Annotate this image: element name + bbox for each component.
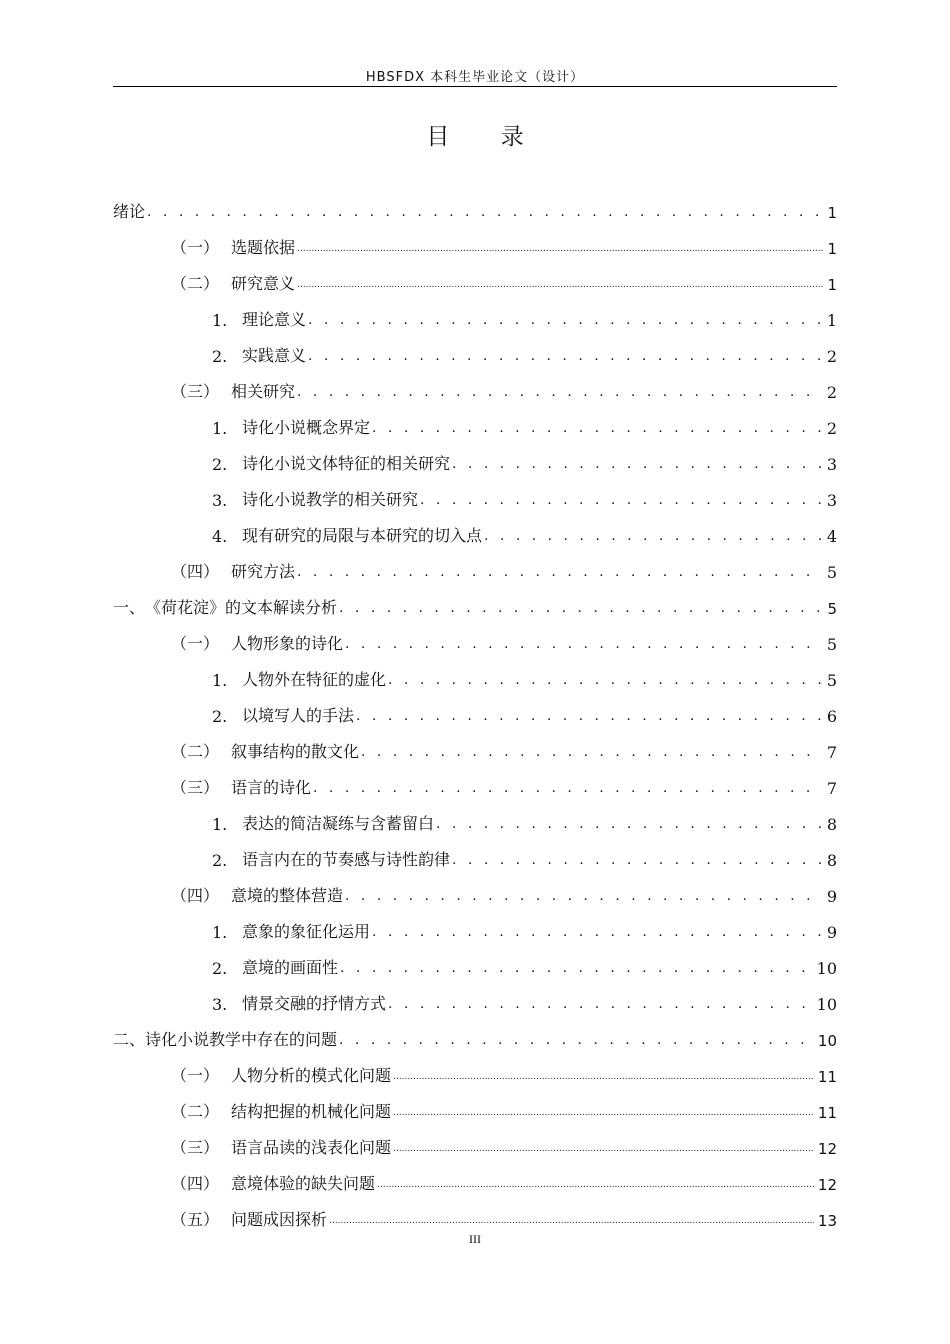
- dot-leader: [361, 745, 823, 762]
- toc-entry[interactable]: [113, 438, 837, 474]
- toc-entry-page: 10: [817, 1032, 837, 1050]
- table-of-contents: [113, 186, 837, 1230]
- toc-entry[interactable]: [113, 1158, 837, 1194]
- dot-leader: [388, 997, 813, 1014]
- dot-leader: [297, 245, 823, 258]
- toc-entry-page: 1: [827, 276, 837, 294]
- toc-entry-marker: （四）: [171, 1174, 220, 1193]
- toc-entry[interactable]: [113, 1014, 837, 1050]
- toc-entry-title: 结构把握的机械化问题: [231, 1102, 392, 1121]
- toc-entry-marker: （二）: [171, 742, 220, 761]
- toc-entry-page: 2: [826, 383, 837, 402]
- toc-entry-page: 10: [816, 959, 837, 978]
- toc-entry-title: 问题成因探析: [231, 1210, 328, 1229]
- toc-entry[interactable]: [113, 654, 837, 690]
- toc-entry-title: 表达的简洁凝练与含蓄留白: [242, 814, 435, 833]
- toc-entry-marker: 2.: [212, 707, 228, 726]
- dot-leader: [308, 313, 823, 330]
- toc-entry-title: 人物外在特征的虚化: [242, 670, 387, 689]
- toc-entry[interactable]: [113, 510, 837, 546]
- toc-entry-page: 1: [826, 311, 837, 330]
- dot-leader: [308, 349, 823, 366]
- toc-entry[interactable]: [113, 330, 837, 366]
- toc-entry-marker: （一）: [171, 238, 220, 257]
- toc-entry-marker: 3.: [212, 491, 228, 510]
- toc-entry-page: 1: [827, 240, 837, 258]
- toc-entry-title: 诗化小说教学的相关研究: [242, 490, 419, 509]
- toc-entry-page: 7: [826, 779, 837, 798]
- toc-entry-page: 13: [817, 1212, 837, 1230]
- toc-entry-title: 理论意义: [242, 310, 307, 329]
- dot-leader: [372, 421, 823, 438]
- toc-entry[interactable]: [113, 834, 837, 870]
- toc-entry-marker: 一、: [113, 598, 146, 617]
- toc-entry-marker: 2.: [212, 959, 228, 978]
- toc-entry-page: 5: [826, 563, 837, 582]
- toc-entry-marker: （二）: [171, 274, 220, 293]
- toc-entry-page: 9: [826, 923, 837, 942]
- toc-entry[interactable]: [113, 726, 837, 762]
- toc-entry[interactable]: [113, 762, 837, 798]
- toc-entry[interactable]: [113, 1050, 837, 1086]
- toc-entry[interactable]: [113, 258, 837, 294]
- toc-entry[interactable]: [113, 1194, 837, 1230]
- dot-leader: [420, 493, 823, 510]
- toc-entry-title: 意境体验的缺失问题: [231, 1174, 376, 1193]
- dot-leader: [329, 1217, 814, 1230]
- toc-entry-marker: 二、: [113, 1030, 146, 1049]
- dot-leader: [436, 817, 823, 834]
- toc-entry-marker: （四）: [171, 886, 220, 905]
- toc-entry-page: 2: [826, 419, 837, 438]
- dot-leader: [452, 457, 823, 474]
- toc-entry-title: 意象的象征化运用: [242, 922, 371, 941]
- dot-leader: [345, 637, 823, 654]
- dot-leader: [393, 1109, 814, 1122]
- toc-entry[interactable]: [113, 366, 837, 402]
- toc-entry-title: 研究意义: [231, 274, 296, 293]
- toc-entry-title: 叙事结构的散文化: [231, 742, 360, 761]
- dot-leader: [340, 961, 813, 978]
- dot-leader: [147, 205, 823, 222]
- toc-entry-marker: （三）: [171, 1138, 220, 1157]
- toc-entry-title: 语言内在的节奏感与诗性韵律: [242, 850, 451, 869]
- toc-entry-page: 12: [817, 1176, 837, 1194]
- dot-leader: [297, 565, 823, 582]
- header-rule: [113, 86, 837, 87]
- toc-entry-page: 6: [826, 707, 837, 726]
- toc-entry-title: 选题依据: [231, 238, 296, 257]
- toc-entry[interactable]: [113, 1086, 837, 1122]
- toc-entry[interactable]: [113, 294, 837, 330]
- running-header: HBSFDX 本科生毕业论文（设计）: [365, 70, 585, 85]
- dot-leader: [484, 529, 823, 546]
- toc-entry[interactable]: [113, 690, 837, 726]
- toc-entry[interactable]: [113, 222, 837, 258]
- toc-entry-marker: 4.: [212, 527, 228, 546]
- toc-entry-page: 5: [827, 600, 837, 618]
- toc-entry-page: 1: [827, 204, 837, 222]
- toc-entry-marker: （一）: [171, 634, 220, 653]
- toc-entry-marker: （三）: [171, 382, 220, 401]
- page-number: III: [469, 1232, 481, 1246]
- toc-entry[interactable]: [113, 582, 837, 618]
- toc-entry[interactable]: [113, 942, 837, 978]
- toc-entry-page: 10: [816, 995, 837, 1014]
- toc-entry-title: 人物形象的诗化: [231, 634, 344, 653]
- dot-leader: [339, 601, 823, 618]
- toc-entry[interactable]: [113, 798, 837, 834]
- toc-entry-page: 3: [826, 491, 837, 510]
- toc-entry-title: 情景交融的抒情方式: [242, 994, 387, 1013]
- dot-leader: [377, 1181, 814, 1194]
- toc-entry-title: 实践意义: [242, 346, 307, 365]
- toc-entry-marker: 1.: [212, 419, 228, 438]
- toc-entry-page: 5: [826, 671, 837, 690]
- toc-entry[interactable]: [113, 978, 837, 1014]
- toc-entry-title: 相关研究: [231, 382, 296, 401]
- toc-entry[interactable]: [113, 870, 837, 906]
- toc-entry-title: 诗化小说教学中存在的问题: [145, 1030, 338, 1049]
- toc-entry-marker: 2.: [212, 347, 228, 366]
- dot-leader: [356, 709, 823, 726]
- toc-entry-page: 9: [826, 887, 837, 906]
- dot-leader: [313, 781, 823, 798]
- dot-leader: [345, 889, 823, 906]
- toc-entry-marker: 1.: [212, 311, 228, 330]
- toc-entry-title: 人物分析的模式化问题: [231, 1066, 392, 1085]
- toc-entry[interactable]: [113, 186, 837, 222]
- toc-entry-marker: （一）: [171, 1066, 220, 1085]
- dot-leader: [297, 385, 823, 402]
- toc-entry-page: 3: [826, 455, 837, 474]
- toc-entry-marker: 2.: [212, 851, 228, 870]
- toc-entry-marker: （三）: [171, 778, 220, 797]
- dot-leader: [393, 1073, 814, 1086]
- toc-entry-page: 7: [826, 743, 837, 762]
- toc-entry-marker: （二）: [171, 1102, 220, 1121]
- toc-entry-page: 11: [817, 1068, 837, 1086]
- toc-entry-title: 绪论: [113, 202, 146, 221]
- toc-entry-title: 现有研究的局限与本研究的切入点: [242, 526, 483, 545]
- toc-entry-page: 12: [817, 1140, 837, 1158]
- toc-entry-marker: 1.: [212, 815, 228, 834]
- dot-leader: [372, 925, 823, 942]
- toc-title: 目 录: [426, 124, 546, 150]
- toc-entry-title: 意境的画面性: [242, 958, 339, 977]
- toc-entry-page: 8: [826, 851, 837, 870]
- toc-entry-page: 4: [826, 527, 837, 546]
- dot-leader: [452, 853, 823, 870]
- toc-entry-marker: 1.: [212, 923, 228, 942]
- toc-entry-marker: 1.: [212, 671, 228, 690]
- toc-entry[interactable]: [113, 906, 837, 942]
- toc-entry-title: 意境的整体营造: [231, 886, 344, 905]
- toc-entry-page: 11: [817, 1104, 837, 1122]
- toc-entry-page: 2: [826, 347, 837, 366]
- toc-entry-marker: （四）: [171, 562, 220, 581]
- toc-entry-title: 《荷花淀》的文本解读分析: [145, 598, 338, 617]
- toc-entry-title: 研究方法: [231, 562, 296, 581]
- toc-entry[interactable]: [113, 618, 837, 654]
- dot-leader: [393, 1145, 814, 1158]
- toc-entry[interactable]: [113, 546, 837, 582]
- toc-entry[interactable]: [113, 1122, 837, 1158]
- toc-entry-title: 诗化小说概念界定: [242, 418, 371, 437]
- dot-leader: [297, 281, 823, 294]
- toc-entry-page: 5: [826, 635, 837, 654]
- toc-entry-title: 语言的诗化: [231, 778, 312, 797]
- toc-entry[interactable]: [113, 474, 837, 510]
- dot-leader: [388, 673, 823, 690]
- toc-entry-title: 以境写人的手法: [242, 706, 355, 725]
- toc-entry-marker: （五）: [171, 1210, 220, 1229]
- toc-entry[interactable]: [113, 402, 837, 438]
- toc-entry-title: 诗化小说文体特征的相关研究: [242, 454, 451, 473]
- toc-entry-title: 语言品读的浅表化问题: [231, 1138, 392, 1157]
- toc-entry-marker: 3.: [212, 995, 228, 1014]
- toc-entry-marker: 2.: [212, 455, 228, 474]
- dot-leader: [339, 1033, 814, 1050]
- toc-entry-page: 8: [826, 815, 837, 834]
